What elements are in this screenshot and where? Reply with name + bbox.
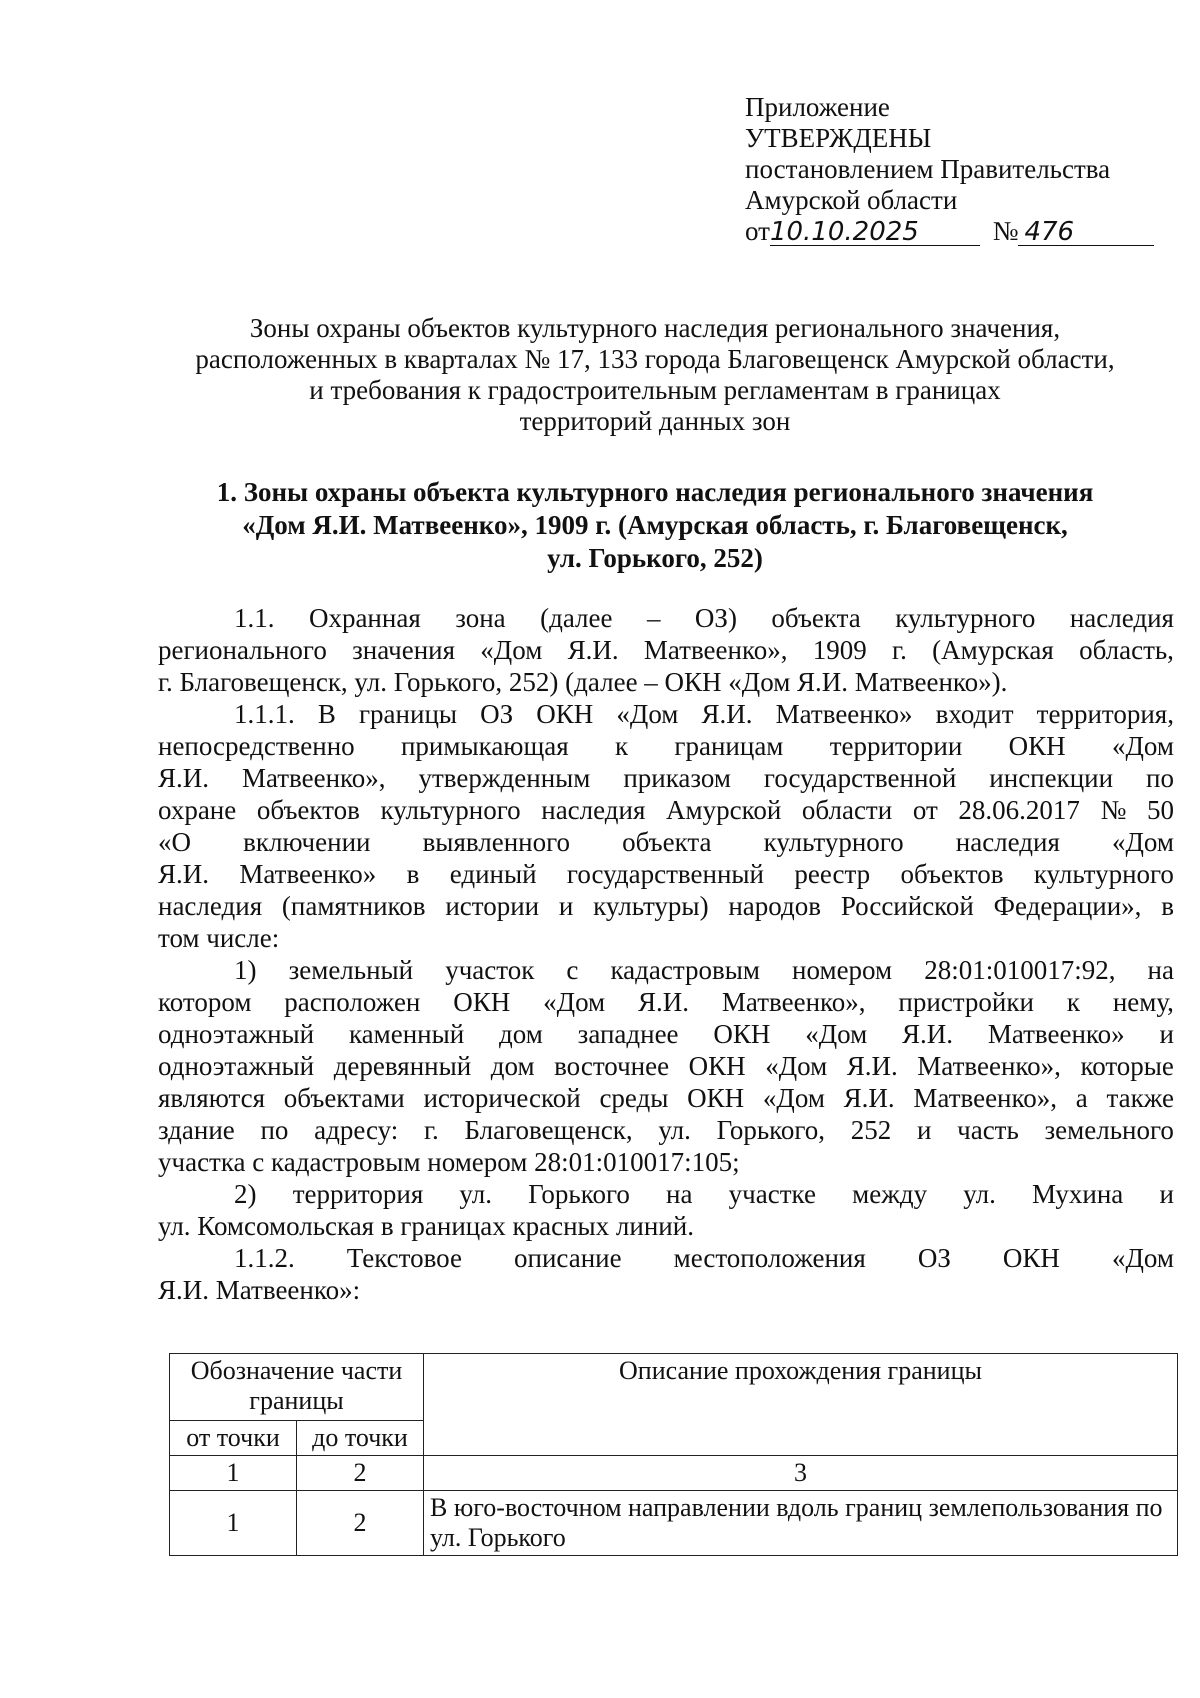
word: ОЗ [917,1243,951,1273]
word: включении [243,827,371,857]
word: культурного [380,795,521,825]
word: области [801,795,893,825]
word: в [1161,891,1174,921]
word: – [646,603,661,633]
word: Матвеенко» [987,1019,1125,1049]
word: «Дом [1111,731,1174,761]
word: объектами [283,1083,405,1113]
word: объекта [771,603,861,633]
word: одноэтажный [158,1019,315,1049]
word: «О [158,827,191,857]
word: западнее [577,1019,679,1049]
section-title-line: ул. Горького, 252) [547,543,763,573]
text-line: ул. Комсомольская в границах красных линий. [158,1211,694,1241]
text-line: г. Благовещенск, ул. Горького, 252) (далее – ОКН «Дом Я.И. Матвеенко»). [158,667,1008,697]
cell-description: В юго-восточном направлении вдоль границ землепользования по ул. Горького [424,1491,1178,1556]
word: культурного [1033,859,1174,889]
justified-line [158,954,1174,986]
word: и [916,1115,932,1145]
word: номером [792,955,893,985]
word: дом [490,1051,535,1081]
word: ул. [963,1179,996,1209]
justified-line [158,698,1174,730]
word: (Амурская [932,635,1054,665]
word: область, [1079,635,1174,665]
word: Я.И. [846,1051,898,1081]
word: нему, [1112,987,1174,1017]
paragraph-1-1-2 [158,1242,1174,1306]
word: границам [674,731,784,761]
word: дом [499,1019,543,1049]
word: Матвеенко», [643,635,788,665]
word: Федерации», [993,891,1142,921]
word: непосредственно [158,731,355,761]
word: народов [728,891,822,921]
table-header-row [170,1354,1178,1421]
word: на [1147,955,1174,985]
word: Матвеенко», [913,1083,1058,1113]
word: «Дом [1111,827,1174,857]
word: а [1075,1083,1088,1113]
word: здание [158,1115,235,1145]
word: ОКН [453,987,511,1017]
approval-number: 476 [1018,219,1154,246]
word: культурного [895,603,1036,633]
word: 28:01:010017:92, [924,955,1116,985]
word: «Дом [543,987,606,1017]
word: 28.06.2017 [958,795,1080,825]
approval-region: Амурской области [745,185,958,215]
section-1-title [130,476,1180,575]
document-title-line: Зоны охраны объектов культурного наследия регионального значения, [249,313,1061,343]
word: Я.И. [902,1019,954,1049]
word: культуры) [593,891,709,921]
approval-decree: постановлением Правительства [745,154,1111,184]
word: № [1100,795,1127,825]
word: регионального [158,635,327,665]
word: земельного [1044,1115,1174,1145]
word: и [558,891,574,921]
word: значения [352,635,456,665]
justified-line [158,1242,1174,1274]
word: приказом [623,763,731,793]
word: описание [514,1243,622,1273]
word: ул. [459,1179,492,1209]
list-item-1 [158,954,1174,1178]
cell-from-point: 1 [170,1491,297,1556]
justified-line [158,826,1174,858]
word: объектов [900,859,1004,889]
text-line: том числе: [158,923,280,953]
word: часть [957,1115,1019,1145]
approval-approved: УТВЕРЖДЕНЫ [745,123,932,153]
word: государственной [763,763,957,793]
table-row [170,1491,1178,1556]
word: реестр [794,859,871,889]
justified-line [158,1082,1174,1114]
approval-block [745,92,1154,247]
word: деревянный [333,1051,472,1081]
word: среды [599,1083,669,1113]
date-prefix: от [745,216,770,246]
word: границы [358,699,458,729]
word: 1.1.1. [234,699,295,729]
word: ОКН [688,1051,746,1081]
justified-line [158,890,1174,922]
word: от [912,795,938,825]
word: Я.И. [158,763,210,793]
word: также [1106,1083,1174,1113]
column-number: 3 [424,1456,1178,1491]
word: к [1066,987,1080,1017]
word: Благовещенск, [464,1115,633,1145]
header-boundary-part: Обозначение части границы [170,1354,424,1421]
word: Матвеенко» [775,699,913,729]
approval-appendix: Приложение [745,92,890,122]
word: объектов [256,795,360,825]
header-from-point: от точки [170,1421,297,1456]
word: 2) [234,1179,257,1209]
word: участок [445,955,535,985]
word: «Дом [1111,1243,1174,1273]
word: (далее [540,603,613,633]
word: «Дом [765,1051,828,1081]
word: ОКН [1002,1243,1060,1273]
word: Мухина [1032,1179,1124,1209]
word: наследия [541,795,646,825]
word: культурного [763,827,904,857]
justified-line [158,1050,1174,1082]
justified-line [158,986,1174,1018]
word: 1.1.2. [234,1243,295,1273]
word: 1) [234,955,257,985]
word: объекта [622,827,712,857]
word: ОЗ [480,699,514,729]
word: пристройки [898,987,1034,1017]
word: Текстовое [346,1243,462,1273]
paragraph-1-1-1 [158,698,1174,954]
justified-line [158,858,1174,890]
list-item-2 [158,1178,1174,1242]
text-line: Я.И. Матвеенко»: [158,1275,361,1305]
word: с [566,955,579,985]
word: по [1146,763,1174,793]
word: к [614,731,629,761]
cell-to-point: 2 [297,1491,424,1556]
word: Горького, [716,1115,826,1145]
document-title-line: территорий данных зон [519,406,791,436]
word: 252 [850,1115,892,1145]
word: расположен [284,987,421,1017]
word: по [260,1115,289,1145]
word: ОКН [687,1083,745,1113]
word: 1909 [812,635,867,665]
justified-line [158,762,1174,794]
word: «Дом [762,1083,825,1113]
word: государственный [566,859,764,889]
word: участке [728,1179,816,1209]
word: Матвеенко», [917,1051,1061,1081]
header-boundary-description: Описание прохождения границы [424,1354,1178,1456]
word: утвержденным [418,763,591,793]
document-title [130,313,1180,437]
word: охране [158,795,237,825]
word: 50 [1146,795,1174,825]
column-number: 1 [170,1456,297,1491]
word: (памятников [281,891,426,921]
word: единый [449,859,537,889]
word: Российской [840,891,974,921]
word: исторической [423,1083,581,1113]
word: котором [158,987,252,1017]
word: Матвеенко» [239,859,377,889]
justified-line [158,730,1174,762]
word: Матвеенко», [241,763,386,793]
section-title-line: «Дом Я.И. Матвеенко», 1909 г. (Амурская область, г. Благовещенск, [242,510,1068,540]
justified-line [158,794,1174,826]
word: выявленного [422,827,571,857]
word: «Дом [805,1019,868,1049]
word: 1.1. [234,603,275,633]
boundary-table [169,1353,1178,1556]
word: адресу: [314,1115,399,1145]
word: ОКН [536,699,594,729]
word: Я.И. [638,987,690,1017]
word: инспекции [989,763,1114,793]
document-title-line: расположенных в кварталах № 17, 133 города Благовещенск Амурской области, [195,344,1115,374]
word: Я.И. [843,1083,895,1113]
column-number: 2 [297,1456,424,1491]
word: г. [892,635,907,665]
word: и [1159,1019,1174,1049]
word: одноэтажный [158,1051,315,1081]
word: Матвеенко», [721,987,866,1017]
word: восточнее [554,1051,670,1081]
word: между [852,1179,928,1209]
word: территория [292,1179,424,1209]
word: кадастровым [610,955,760,985]
justified-line [158,602,1174,634]
word: земельный [288,955,414,985]
word: В [317,699,336,729]
justified-line [158,634,1174,666]
word: ОКН [1008,731,1066,761]
justified-line [158,1178,1174,1210]
header-to-point: до точки [297,1421,424,1456]
justified-line [158,1018,1174,1050]
table-column-numbers-row [170,1456,1178,1491]
paragraph-1-1 [158,602,1174,698]
word: наследия [158,891,263,921]
approval-date-number [745,216,1154,247]
word: которые [1080,1051,1174,1081]
number-prefix: № [992,216,1019,246]
section-title-line: 1. Зоны охраны объекта культурного наследия регионального значения [216,477,1094,507]
word: каменный [348,1019,465,1049]
word: г. [424,1115,439,1145]
document-title-line: и требования к градостроительным регламентам в границах [309,375,1001,405]
word: наследия [1069,603,1174,633]
word: Я.И. [701,699,753,729]
word: территория, [1036,699,1174,729]
word: на [666,1179,693,1209]
word: ул. [658,1115,691,1145]
text-line: участка с кадастровым номером 28:01:010017:105; [158,1147,740,1177]
word: Я.И. [158,859,210,889]
word: местоположения [673,1243,866,1273]
word: зона [455,603,506,633]
word: Горького [528,1179,630,1209]
word: ОЗ) [694,603,737,633]
word: в [406,859,420,889]
word: Охранная [308,603,421,633]
word: «Дом [616,699,679,729]
word: территории [829,731,963,761]
word: наследия [955,827,1060,857]
approval-date: 10.10.2025 [770,219,980,246]
word: и [1159,1179,1174,1209]
word: Амурской [666,795,782,825]
word: примыкающая [400,731,569,761]
justified-line [158,1114,1174,1146]
word: Я.И. [567,635,619,665]
word: являются [158,1083,266,1113]
word: «Дом [480,635,543,665]
word: входит [935,699,1014,729]
word: ОКН [713,1019,771,1049]
word: истории [445,891,540,921]
